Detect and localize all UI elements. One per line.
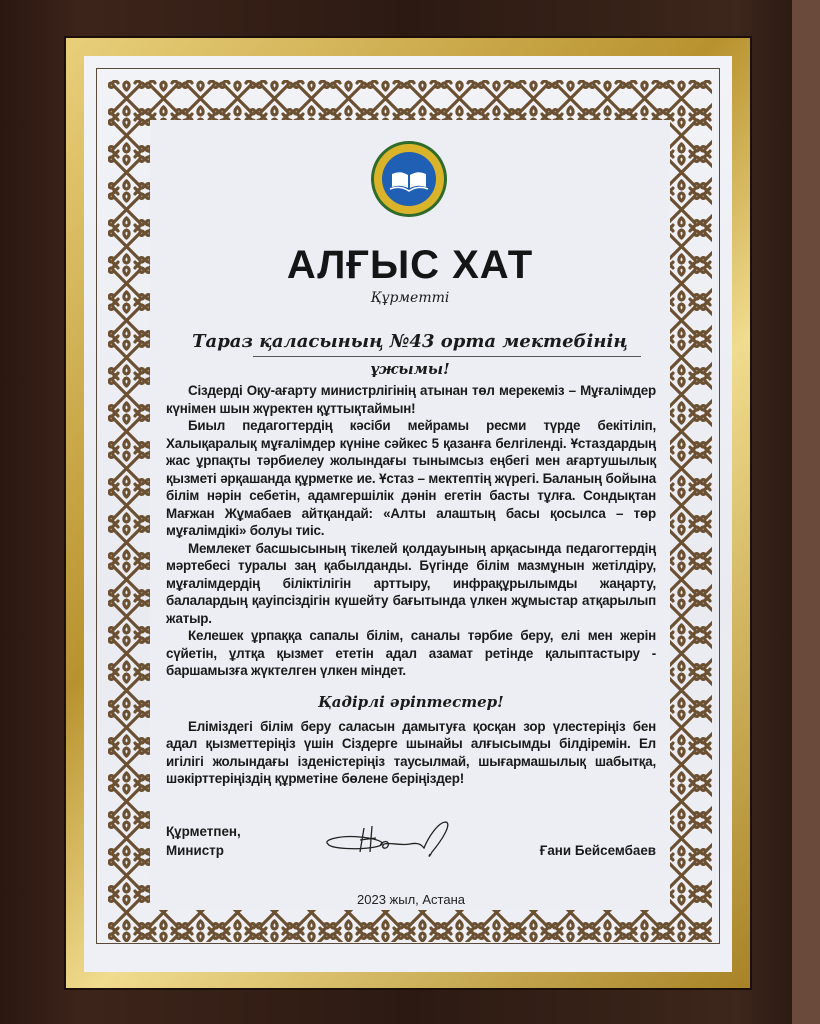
signature-row (166, 816, 656, 860)
ministry-emblem-logo (370, 140, 448, 218)
recipient-line-2: ұжымы! (370, 360, 450, 378)
closing-paragraph: Еліміздегі білім беру саласын дамытуға қосқан зор үлестеріңіз бен адал қызметтеріңіз үшін Сіздерге шынайы алғысымды білдіремін. Ел игілігі жолындағы ізденістеріңіз таусылмай, шығармашылық шабытқа, шәкірттеріңіздің құрметіне бөлене беріңіздер! (166, 718, 656, 786)
handwritten-signature (320, 818, 460, 860)
position-text: Министр (166, 842, 224, 858)
wall-background (792, 0, 820, 1024)
letter-body (166, 382, 656, 680)
paragraph: Келешек ұрпаққа сапалы білім, саналы тәрбие беру, елі мен жерін сүйетін, ұлтқа қызмет ететін адал азамат ретінде қалыптастыру - баршамызға жүктелген үлкен міндет. (166, 628, 656, 678)
paragraph: Мемлекет басшысының тікелей қолдауының арқасында педагогтердің мәртебесі туралы заң қабылданды. Бүгінде білім мазмұнын жетілдіру, мұғалімдердің біліктілігін арттыру, инфрақұрылымды жаңарту, балалардың қауіпсіздігін күшейту бағытында үлкен жұмыстар атқарылып жатыр. (166, 540, 656, 626)
letter-flow (166, 382, 656, 908)
signature-block-left (166, 822, 241, 860)
salutation: Құрметті (370, 290, 450, 306)
signatory-name: Ғани Бейсембаев (539, 842, 656, 858)
closing-body (166, 718, 656, 788)
colleagues-address: Қадірлі әріптестер! (318, 692, 504, 711)
recipient-underline (253, 356, 641, 357)
paragraph: Сіздерді Оқу-ағарту министрлігінің атынан төл мерекеміз – Мұғалімдер күнімен шын жүректен құттықтаймын! (166, 383, 656, 416)
paragraph: Биыл педагогтердің кәсіби мейрамы ресми түрде бекітіліп, Халықаралық мұғалімдер күніне сәйкес 5 қазанға белгіленді. Ұстаздардың жас ұрпақты тәрбиелеу жолындағы тынымсыз еңбегі мен ағартушылық қызметі әрқашанда құрметке ие. Ұстаз – мектептің жүрегі. Баланың бойына білім нәрін себетін, адамгершілік дәнін егетін басты тұлға. Сондықтан Мағжан Жұмабаев айтқандай: «Алты алаштың басы қосылса – төр мұғалімдікі» болуы тиіс. (166, 418, 656, 538)
recipient-line-1: Тараз қаласының №43 орта мектебінің (192, 331, 628, 352)
date-place: 2023 жыл, Астана (357, 891, 465, 907)
regards-text: Құрметпен, (166, 823, 241, 839)
certificate-title: АЛҒЫС ХАТ (286, 243, 534, 287)
